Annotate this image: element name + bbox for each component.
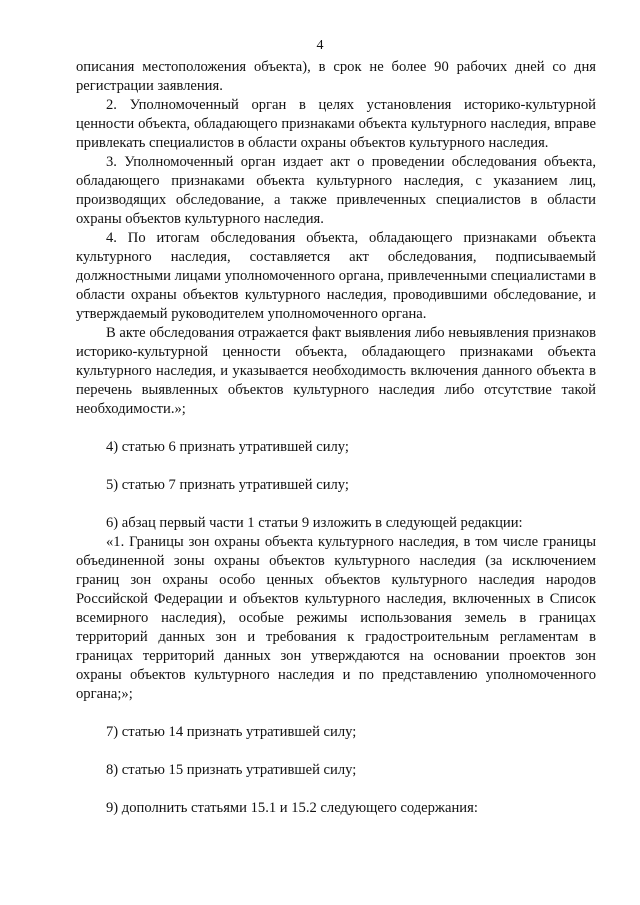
page-number: 4: [316, 38, 324, 53]
paragraph-1: описания местоположения объекта), в срок не более 90 рабочих дней со дня регистрации заявления.: [76, 59, 596, 94]
paragraph-2: 2. Уполномоченный орган в целях установления историко-культурной ценности объекта, обладающего признаками объекта культурного наследия, вправе привлекать специалистов в области охраны объектов культурного наследия.: [76, 97, 596, 151]
paragraph-6: 4) статью 6 признать утратившей силу;: [106, 439, 349, 455]
paragraph-7: 5) статью 7 признать утратившей силу;: [106, 477, 349, 493]
paragraph-4: 4. По итогам обследования объекта, обладающего признаками объекта культурного наследия, составляется акт обследования, подписываемый должностными лицами уполномоченного органа, привлеченными специалистами в области охраны объектов культурного наследия, проводившими обследование, и утверждаемый руководителем уполномоченного органа.: [76, 230, 596, 322]
paragraph-11: 8) статью 15 признать утратившей силу;: [106, 762, 357, 778]
paragraph-8: 6) абзац первый части 1 статьи 9 изложить в следующей редакции:: [106, 515, 523, 531]
document-body: [76, 58, 596, 818]
paragraph-3: 3. Уполномоченный орган издает акт о проведении обследования объекта, обладающего признаками объекта культурного наследия, с указанием лиц, производящих обследование, а также привлеченных специалистов в области охраны объектов культурного наследия.: [76, 154, 596, 227]
paragraph-5: В акте обследования отражается факт выявления либо невыявления признаков историко-культурной ценности объекта, обладающего признаками объекта культурного наследия, и указывается необходимость включения данного объекта в перечень выявленных объектов культурного наследия либо отсутствие такой необходимости.»;: [76, 325, 596, 417]
paragraph-12: 9) дополнить статьями 15.1 и 15.2 следующего содержания:: [106, 800, 478, 816]
paragraph-9: «1. Границы зон охраны объекта культурного наследия, в том числе границы объединенной зоны охраны объектов культурного наследия (за исключением границ зон охраны особо ценных объектов культурного наследия народов Российской Федерации и объектов культурного наследия, включенных в Список всемирного наследия), особые режимы использования земель в границах территорий данных зон и требования к градостроительным регламентам в границах территорий данных зон утверждаются на основании проектов зон охраны объектов культурного наследия и по представлению уполномоченного органа;»;: [76, 534, 596, 702]
paragraph-10: 7) статью 14 признать утратившей силу;: [106, 724, 357, 740]
